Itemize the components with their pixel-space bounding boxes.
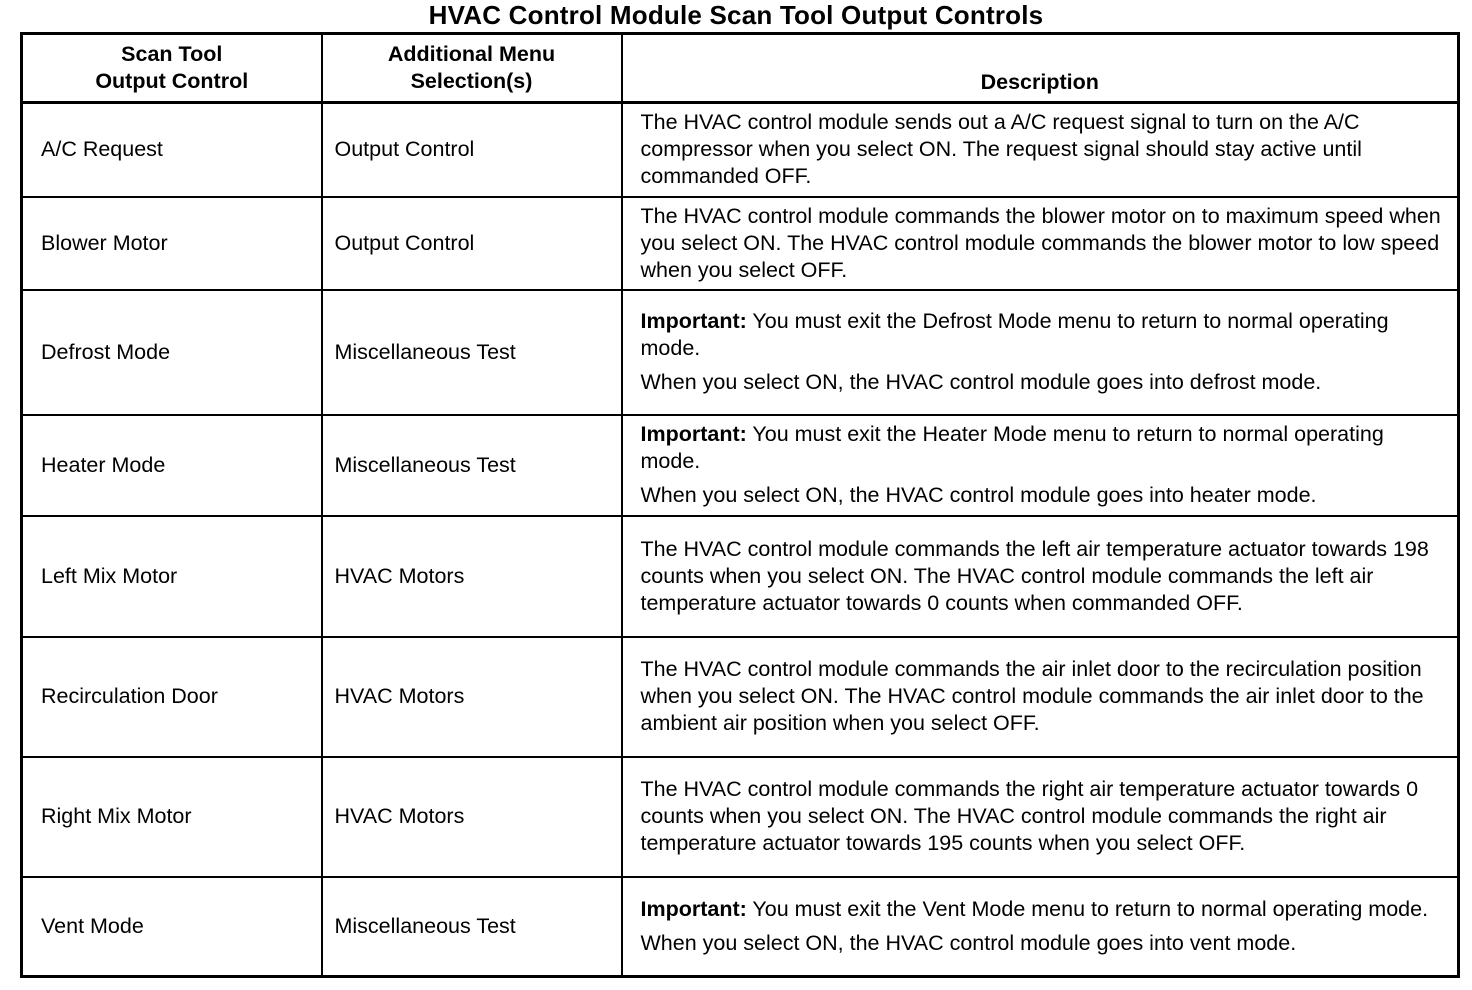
table-row (22, 103, 1459, 197)
table-row (22, 877, 1459, 977)
output-control-cell: Right Mix Motor (22, 757, 322, 877)
menu-selection-cell: HVAC Motors (322, 637, 622, 757)
output-control-cell: Defrost Mode (22, 290, 322, 415)
description-cell (622, 415, 1459, 516)
description-cell: The HVAC control module commands the air inlet door to the recirculation position when you select ON. The HVAC control module commands the air inlet door to the ambient air position when you select OFF. (622, 637, 1459, 757)
important-note (641, 896, 1450, 923)
table-row (22, 290, 1459, 415)
output-control-cell: Recirculation Door (22, 637, 322, 757)
menu-selection-cell: Output Control (322, 103, 622, 197)
menu-selection-cell: HVAC Motors (322, 757, 622, 877)
table-row (22, 197, 1459, 290)
important-label: Important: (640, 422, 747, 446)
header-menu-selection-line2: Selection(s) (410, 69, 533, 93)
table-row (22, 516, 1459, 637)
description-text: When you select ON, the HVAC control module goes into defrost mode. (640, 370, 1322, 394)
description-cell: The HVAC control module commands the left air temperature actuator towards 198 counts when you select ON. The HVAC control module commands the left air temperature actuator towards 0 counts when commanded OFF. (622, 516, 1459, 637)
output-control-cell: Blower Motor (22, 197, 322, 290)
header-output-control (22, 34, 322, 103)
output-controls-table (20, 32, 1460, 978)
menu-selection-cell: Output Control (322, 197, 622, 290)
description-cell: The HVAC control module sends out a A/C request signal to turn on the A/C compressor when you select ON. The request signal should stay active until commanded OFF. (622, 103, 1459, 197)
description-cell (622, 290, 1459, 415)
important-label: Important: (640, 896, 747, 921)
description-cell (622, 877, 1459, 977)
output-control-cell: Vent Mode (22, 877, 322, 977)
menu-selection-cell: Miscellaneous Test (322, 415, 622, 516)
page-title: HVAC Control Module Scan Tool Output Controls (428, 0, 1044, 30)
description-cell: The HVAC control module commands the blower motor on to maximum speed when you select ON. The HVAC control module commands the blower motor to low speed when you select OFF. (622, 197, 1459, 290)
important-note (641, 308, 1450, 362)
table-row (22, 415, 1459, 516)
important-text: You must exit the Vent Mode menu to return to normal operating mode. (746, 896, 1429, 921)
header-row (22, 34, 1459, 103)
description-text: When you select ON, the HVAC control module goes into heater mode. (640, 483, 1317, 507)
header-description: Description (622, 34, 1459, 103)
important-text: You must exit the Defrost Mode menu to return to normal operating mode. (640, 309, 1389, 360)
description-cell: The HVAC control module commands the right air temperature actuator towards 0 counts when you select ON. The HVAC control module commands the right air temperature actuator towards 195 counts when you select OFF. (622, 757, 1459, 877)
table-row (22, 637, 1459, 757)
output-control-cell: A/C Request (22, 103, 322, 197)
menu-selection-cell: HVAC Motors (322, 516, 622, 637)
output-control-cell: Heater Mode (22, 415, 322, 516)
header-output-control-line1: Scan Tool (121, 42, 223, 66)
important-label: Important: (640, 309, 747, 333)
header-menu-selection (322, 34, 622, 103)
output-control-cell: Left Mix Motor (22, 516, 322, 637)
menu-selection-cell: Miscellaneous Test (322, 877, 622, 977)
important-note (641, 421, 1450, 475)
header-output-control-line2: Output Control (95, 69, 249, 93)
header-menu-selection-line1: Additional Menu (387, 42, 556, 66)
important-text: You must exit the Heater Mode menu to return to normal operating mode. (640, 422, 1384, 473)
menu-selection-cell: Miscellaneous Test (322, 290, 622, 415)
table-row (22, 757, 1459, 877)
description-text: When you select ON, the HVAC control module goes into vent mode. (640, 930, 1297, 955)
